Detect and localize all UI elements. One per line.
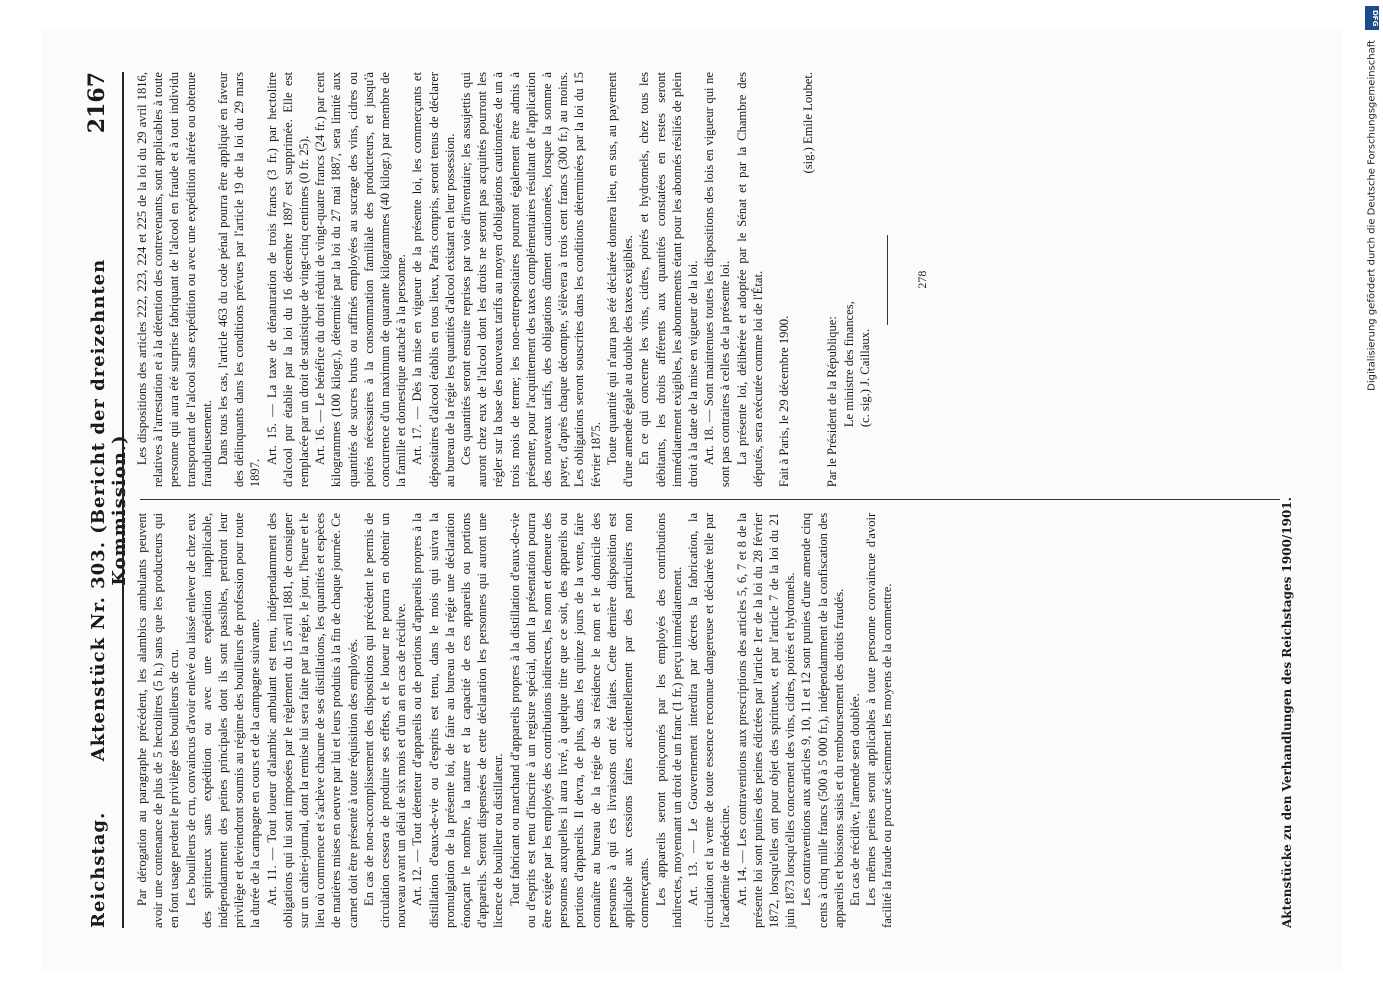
closing-rule — [886, 235, 887, 325]
rotated-document-page — [42, 30, 1342, 970]
paragraph: Art. 16. — Le bénéfice du droit réduit de vingt-quatre francs (24 fr.) par cent kilogrammes (100 kilogr.), déterminé par la loi du 27 mai 1887, sera limité aux quantités de sucres bruts ou raffinés employées au sucrage des vins, cidres ou poirés nécessaires à la consommation familiale des producteurs, et jusqu'à concurrence d'un maximum de quarante kilogrammes (40 kilogr.) par membre de la famille et domestique attaché à la personne. — [312, 72, 408, 488]
paragraph: Par dérogation au paragraphe précédent, les alambics ambulants peuvent avoir une contenance de plus de 5 hectolitres (5 h.) sans que les producteurs qui en font usage perdent le privilège des bouilleurs de cru. — [134, 512, 181, 928]
paragraph: Les appareils seront poinçonnés par les employés des contributions indirectes, moyennant un droit de un franc (1 fr.) perçu immédiatement. — [653, 512, 684, 928]
president-signature: (sig.) Emile Loubet. — [800, 72, 815, 174]
place-date: Fait à Paris, le 29 décembre 1900. — [776, 315, 791, 488]
header-rule — [122, 72, 124, 928]
paragraph: Art. 14. — Les contraventions aux prescriptions des articles 5, 6, 7 et 8 de la présente loi sont punies des peines édictées par l'article 1er de la loi du 28 février 1872, lorsqu'elles ont pour objet des spiritueux, et par l'article 7 de la loi du 21 juin 1873 lorsqu'elles concernent des vins, cidres, poirés et hydromels. — [734, 512, 797, 928]
dfg-logo: DFG — [1365, 6, 1379, 30]
paragraph: La présente loi, délibérée et adoptée par le Sénat et par la Chambre des députés, sera exécutée comme loi de l'État. — [734, 72, 765, 488]
paragraph: Les mêmes peines seront applicables à toute personne convaincue d'avoir facilité la fraude ou procuré sciemment les moyens de la commettre. — [863, 512, 894, 928]
by-president: Par le Président de la République: — [824, 316, 839, 488]
minister-title: Le ministre des finances, — [841, 301, 856, 428]
paragraph: Les bouilleurs de cru, convaincus d'avoir enlevé ou laissé enlever de chez eux des spiritueux sans expédition ou avec une expédition inapplicable, indépendamment des peines principales dont ils sont passibles, perdront leur privilège et deviendront soumis au régime des bouilleurs de profession pour toute la durée de la campagne en cours et de la campagne suivante. — [183, 512, 262, 928]
paragraph: En cas de récidive, l'amende sera doublée. — [847, 693, 862, 906]
page-number: 2167 — [83, 72, 110, 134]
digitization-note — [1361, 0, 1383, 1000]
minister-signature: (c. sig.) J. Caillaux. — [857, 328, 872, 428]
header-title: Aktenstück Nr. 303. (Bericht der dreizehnten Kommission.) — [87, 258, 130, 762]
right-column — [134, 72, 930, 487]
paragraph: Dans tous les cas, l'article 463 du code pénal pourra être appliqué en faveur des délinquants dans les conditions prévues par l'article 19 de la loi du 29 mars 1897. — [215, 72, 262, 488]
paragraph: Les dispositions des articles 222, 223, 224 et 225 de la loi du 29 avril 1816, relatives à l'arrestation et à la détention des contrevenants, sont applicables à toute personne qui aura été surprise fabriquant de l'alcool en fraude et à tout individu transportant de l'alcool sans expédition ou avec une expédition altérée ou obtenue frauduleusement. — [134, 72, 214, 488]
paragraph: Art. 12. — Tout détenteur d'appareils ou de portions d'appareils propres à la distillation d'eaux-de-vie ou d'esprits est tenu, dans le mois qui suivra la promulgation de la présente loi, de faire au bureau de la régie une déclaration énonçant le nombre, la nature et la capacité de ces appareils ou portions d'appareils. Seront dispensées de cette déclaration les personnes qui auront une licence de bouilleur ou distillateur. — [409, 512, 505, 928]
text-columns — [134, 72, 1284, 928]
header-left: Reichstag. — [87, 811, 109, 928]
paragraph: En ce qui concerne les vins, cidres, poirés et hydromels, chez tous les débitants, les droits afférents aux quantités constatées en restes seront immédiatement exigibles, les abonnements étant pour les abonnés résiliés de plein droit à la date de la mise en vigueur de la loi. — [636, 72, 700, 488]
paragraph: Les contraventions aux articles 9, 10, 11 et 12 sont punies d'une amende cinq cents à cinq mille francs (500 à 5 000 fr.), indépendamment de la confiscation des appareils et boissons saisis et du remboursement des droits fraudés. — [798, 512, 846, 928]
sheet-number: 278 — [914, 270, 929, 289]
column-divider — [140, 499, 1280, 500]
document-page — [42, 42, 1342, 958]
paragraph: Art. 18. — Sont maintenues toutes les dispositions des lois en vigueur qui ne sont pas contraires à celles de la présente loi. — [701, 72, 732, 488]
paragraph: Art. 11. — Tout loueur d'alambic ambulant est tenu, indépendamment des obligations qui lui sont imposées par le règlement du 15 avril 1881, de consigner sur un cahier-journal, dont la remise lui sera faite par la régie, le jour, l'heure et le lieu où commence et s'achève chacune de ses distillations, les quantités et espèces de matières mises en oeuvre par lui et leurs produits à la fin de chaque journée. Ce carnet doit être présenté à toute réquisition des employés. — [264, 512, 360, 928]
paragraph: Art. 17. — Dès la mise en vigueur de la présente loi, les commerçants et dépositaires d'alcool établis en tous lieux, Paris compris, seront tenus de déclarer au bureau de la régie les quantités d'alcool existant en leur possession. — [409, 72, 457, 488]
paragraph: Ces quantités seront ensuite reprises par voie d'inventaire; les assujettis qui auront chez eux de l'alcool dont les droits ne seront pas acquittés pourront les régler sur la base des nouveaux tarifs au moyen d'obligations cautionnées de un à trois mois de terme; les non-entrepositaires pourront également être admis à présenter, pour l'acquittement des taxes complémentaires résultant de l'application des nouveaux tarifs, des obligations dûment cautionnées, lorsque la somme à payer, d'après chaque décompte, s'élèvera à trois cent francs (300 fr.) au moins. Les obligations seront souscrites dans les conditions déterminées par la loi du 15 février 1875. — [458, 72, 603, 488]
paragraph: En cas de non-accomplissement des dispositions qui précèdent le permis de circulation cessera de produire ses effets, et le loueur ne pourra en obtenir un nouveau avant un délai de six mois et d'un an en cas de récidive. — [361, 512, 408, 928]
paragraph: Tout fabricant ou marchand d'appareils propres à la distillation d'eaux-de-vie ou d'esprits est tenu d'inscrire à un registre spécial, dont la présentation pourra être exigée par les employés des contributions indirectes, les nom et demeure des personnes auxquelles il aura livré, à quelque titre que ce soit, des appareils ou portions d'appareils. Il devra, de plus, dans les quinze jours de la vente, faire connaître au bureau de la régie de sa résidence le nom et le domicile des personnes à qui ces livraisons ont été faites. Cette dernière disposition est applicable aux cessions faites accidentellement par des particuliers non commerçants. — [507, 512, 651, 928]
left-column — [134, 513, 896, 928]
page-header — [80, 72, 130, 928]
paragraph: Art. 13. — Le Gouvernement interdira par décrets la fabrication, la circulation et la vente de toute essence reconnue dangereuse et déclarée telle par l'académie de médecine. — [685, 512, 732, 928]
paragraph: Art. 15. — La taxe de dénaturation de trois francs (3 fr.) par hectolitre d'alcool pur établie par la loi du 16 décembre 1897 est supprimée. Elle est remplacée par un droit de statistique de vingt-cinq centimes (0 fr. 25). — [264, 72, 311, 488]
paragraph: Toute quantité qui n'aura pas été déclarée donnera lieu, en sus, au payement d'une amende égale au double des taxes exigibles. — [604, 72, 635, 488]
page-footer: Aktenstücke zu den Verhandlungen des Reichstages 1900/1901. — [1279, 497, 1294, 928]
digitization-text: Digitalisierung gefördert durch die Deutsche Forschungsgemeinschaft — [1366, 40, 1378, 391]
